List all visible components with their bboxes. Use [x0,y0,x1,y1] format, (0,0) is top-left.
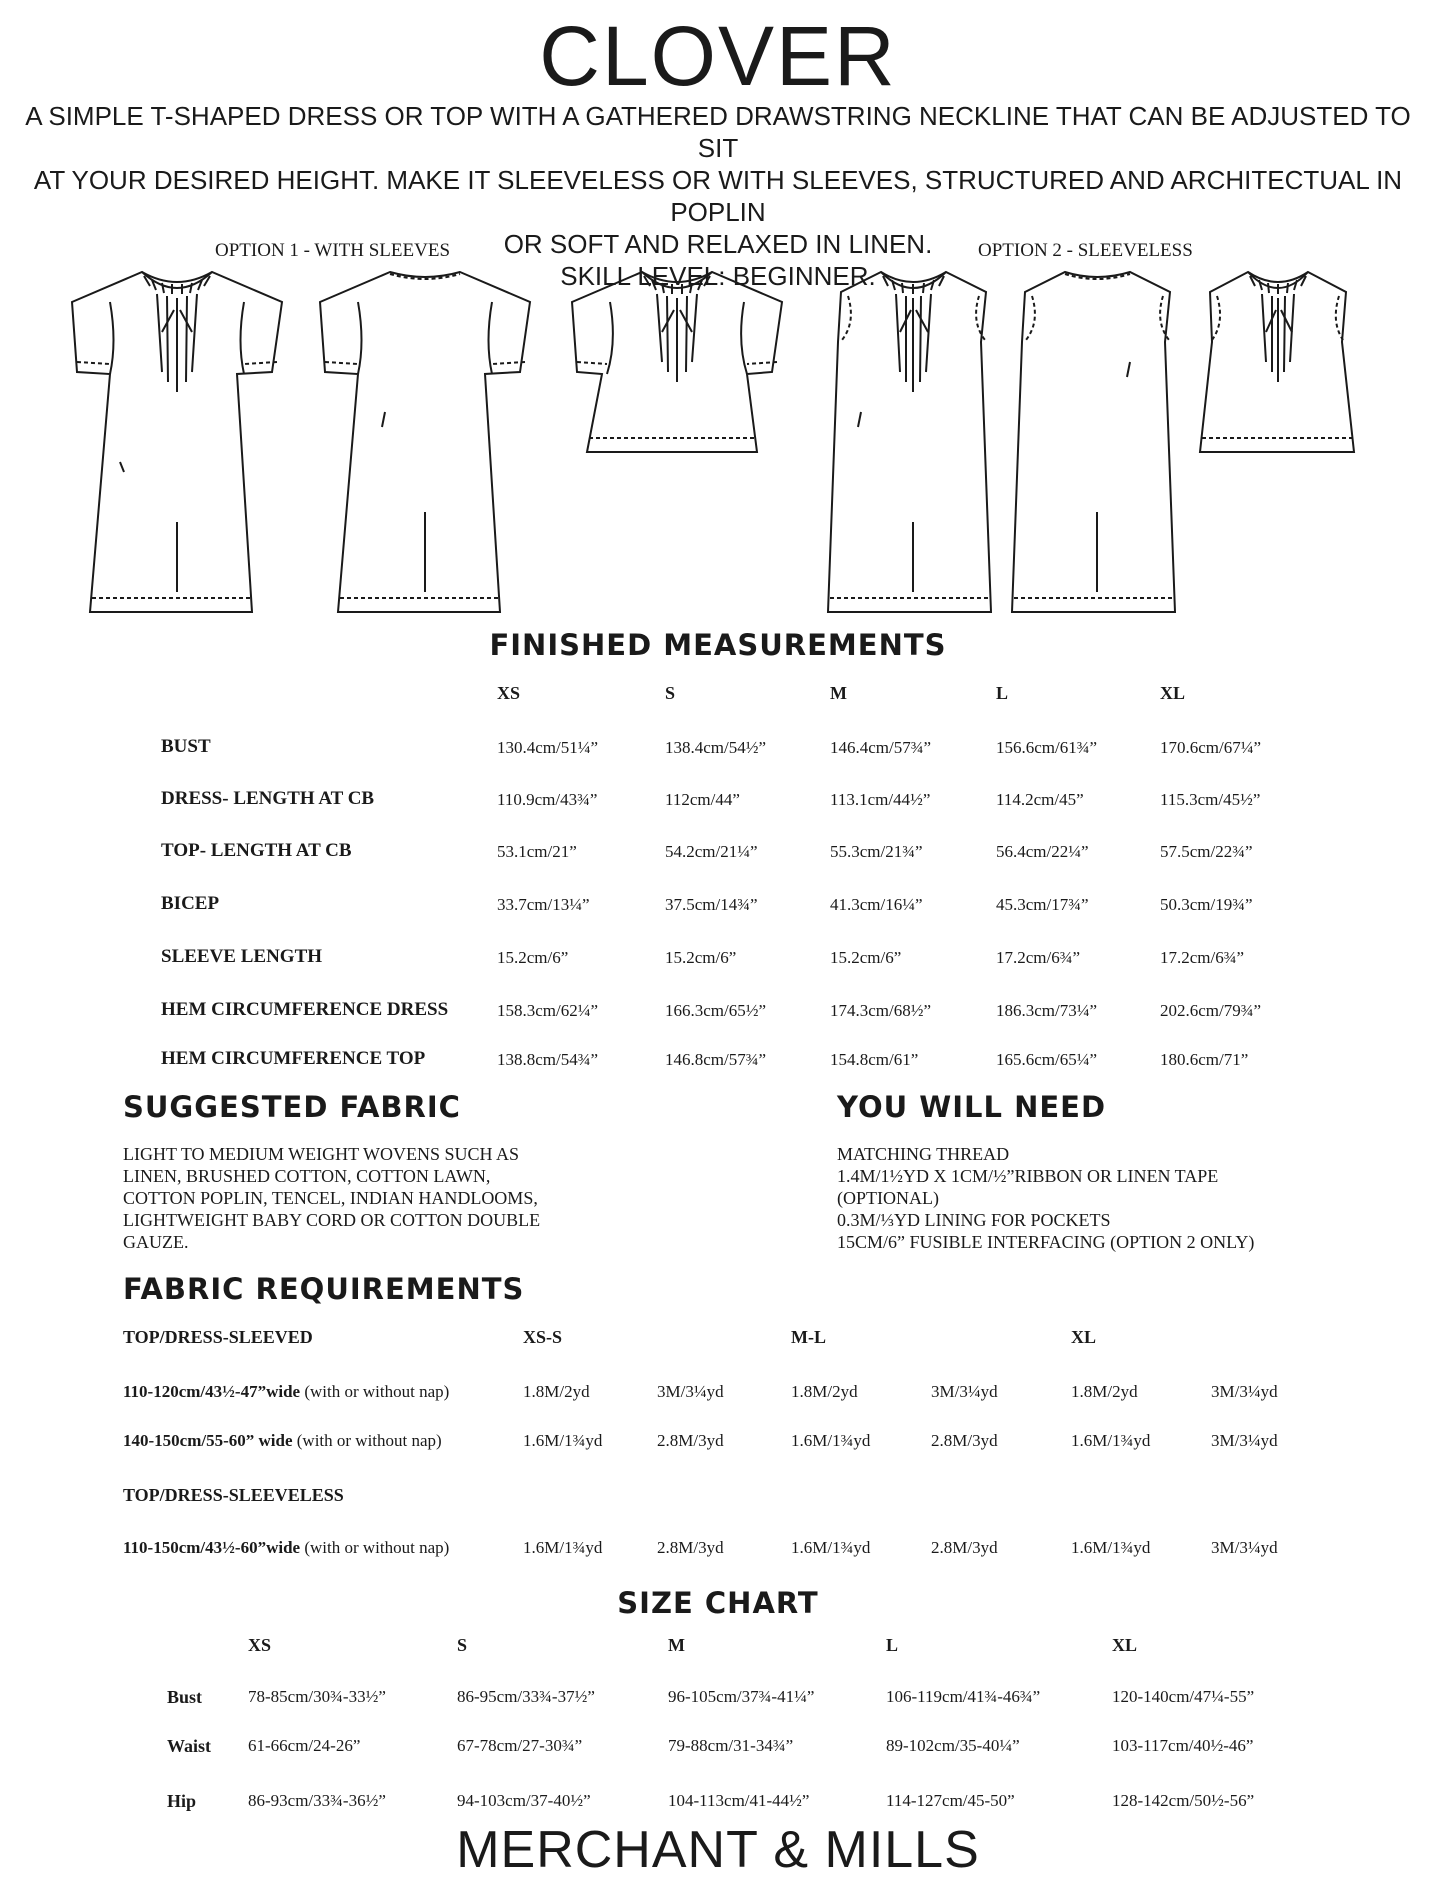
measurement-value: 15.2cm/6” [497,948,569,967]
measurement-value: 138.8cm/54¾” [497,1050,599,1069]
measurement-value: 166.3cm/65½” [665,1001,767,1020]
measurement-value: 45.3cm/17¾” [996,895,1089,914]
measurement-value: 37.5cm/14¾” [665,895,758,914]
measurement-label: HEM CIRCUMFERENCE DRESS [161,999,449,1020]
need-line: 1.4M/1½YD X 1CM/½”RIBBON OR LINEN TAPE [837,1166,1219,1186]
body-measurement-value: 86-95cm/33¾-37½” [457,1687,595,1706]
body-measurement-value: 106-119cm/41¾-46¾” [886,1687,1041,1706]
body-measurement-label: Waist [167,1736,212,1756]
size-column-header: XS [497,683,521,703]
measurement-value: 17.2cm/6¾” [996,948,1081,967]
measurement-value: 112cm/44” [665,790,740,809]
sleeveless-section-label: TOP/DRESS-SLEEVELESS [123,1485,344,1505]
yardage-value: 3M/3¼yd [657,1382,724,1401]
measurement-value: 15.2cm/6” [830,948,902,967]
measurement-value: 130.4cm/51¼” [497,738,599,757]
measurement-value: 17.2cm/6¾” [1160,948,1245,967]
yardage-value: 2.8M/3yd [657,1538,724,1557]
skill-level: SKILL LEVEL: BEGINNER. [560,261,876,291]
yardage-value: 1.6M/1¾yd [523,1538,603,1557]
body-measurement-value: 103-117cm/40½-46” [1112,1736,1254,1755]
need-line: 15CM/6” FUSIBLE INTERFACING (OPTION 2 ONLY) [837,1232,1255,1252]
body-measurement-value: 61-66cm/24-26” [248,1736,361,1755]
measurement-value: 138.4cm/54½” [665,738,767,757]
measurement-label: HEM CIRCUMFERENCE TOP [161,1048,426,1069]
need-line: (OPTIONAL) [837,1188,939,1208]
measurement-value: 146.4cm/57¾” [830,738,932,757]
suggested-fabric-heading: SUGGESTED FABRIC [123,1090,461,1124]
body-measurement-value: 128-142cm/50½-56” [1112,1791,1255,1810]
fabric-width-row-label: 140-150cm/55-60” wide (with or without nap) [123,1431,442,1450]
suggested-fabric-text [123,1143,540,1253]
yardage-value: 1.8M/2yd [1071,1382,1138,1401]
measurement-value: 114.2cm/45” [996,790,1084,809]
dress-sleeveless-back-illustration [1000,262,1195,614]
dress-sleeveless-front-illustration [816,262,1011,614]
measurement-label: BICEP [161,893,220,914]
pattern-title: CLOVER [539,9,897,103]
size-group-header: XL [1071,1327,1097,1347]
measurement-value: 186.3cm/73¼” [996,1001,1098,1020]
body-measurement-value: 79-88cm/31-34¾” [668,1736,794,1755]
fabric-requirements-heading: FABRIC REQUIREMENTS [123,1272,525,1306]
intro-line: OR SOFT AND RELAXED IN LINEN. [503,229,933,259]
measurement-value: 57.5cm/22¾” [1160,842,1253,861]
yardage-value: 2.8M/3yd [931,1431,998,1450]
measurement-value: 54.2cm/21¼” [665,842,758,861]
fabric-line: COTTON POPLIN, TENCEL, INDIAN HANDLOOMS, [123,1188,538,1208]
measurement-value: 156.6cm/61¾” [996,738,1098,757]
intro-line: AT YOUR DESIRED HEIGHT. MAKE IT SLEEVELESS OR WITH SLEEVES, STRUCTURED AND ARCHITECTUAL IN POPLIN [33,165,1403,227]
body-measurement-label: Hip [167,1791,197,1811]
measurement-value: 53.1cm/21” [497,842,577,861]
measurement-value: 174.3cm/68½” [830,1001,932,1020]
measurement-value: 56.4cm/22¼” [996,842,1089,861]
you-will-need-list [837,1143,1254,1253]
size-column-header: S [457,1635,468,1655]
measurement-value: 41.3cm/16¼” [830,895,923,914]
measurement-value: 165.6cm/65¼” [996,1050,1098,1069]
size-column-header: XL [1160,683,1186,703]
measurement-label: DRESS- LENGTH AT CB [161,788,375,809]
measurement-value: 158.3cm/62¼” [497,1001,599,1020]
finished-measurements-heading: FINISHED MEASUREMENTS [489,628,947,662]
top-sleeved-front-illustration [562,262,792,462]
fabric-line: LINEN, BRUSHED COTTON, COTTON LAWN, [123,1166,491,1186]
measurement-value: 15.2cm/6” [665,948,737,967]
measurement-value: 110.9cm/43¾” [497,790,598,809]
body-measurement-value: 104-113cm/41-44½” [668,1791,810,1810]
top-sleeveless-front-illustration [1190,262,1366,462]
measurement-label: SLEEVE LENGTH [161,946,323,967]
measurement-value: 146.8cm/57¾” [665,1050,767,1069]
body-measurement-value: 94-103cm/37-40½” [457,1791,591,1810]
need-line: MATCHING THREAD [837,1144,1010,1164]
fabric-width-row-label: 110-150cm/43½-60”wide (with or without nap) [123,1538,450,1557]
size-column-header: XL [1112,1635,1138,1655]
brand-logo-text: MERCHANT & MILLS [456,1821,980,1879]
sleeved-section-label: TOP/DRESS-SLEEVED [123,1327,313,1347]
measurement-value: 154.8cm/61” [830,1050,919,1069]
intro-line: A SIMPLE T-SHAPED DRESS OR TOP WITH A GATHERED DRAWSTRING NECKLINE THAT CAN BE ADJUSTED TO SIT [25,101,1411,163]
fabric-line: LIGHTWEIGHT BABY CORD OR COTTON DOUBLE [123,1210,541,1230]
measurement-value: 115.3cm/45½” [1160,790,1261,809]
yardage-value: 3M/3¼yd [1211,1382,1278,1401]
fabric-line: LIGHT TO MEDIUM WEIGHT WOVENS SUCH AS [123,1144,520,1164]
measurement-label: TOP- LENGTH AT CB [161,840,352,861]
size-column-header: S [665,683,676,703]
yardage-value: 2.8M/3yd [657,1431,724,1450]
yardage-value: 1.6M/1¾yd [791,1538,871,1557]
measurement-value: 55.3cm/21¾” [830,842,923,861]
measurement-value: 113.1cm/44½” [830,790,931,809]
measurement-value: 33.7cm/13¼” [497,895,590,914]
measurement-label: BUST [161,736,211,757]
option-2-label: OPTION 2 - SLEEVELESS [978,240,1193,261]
yardage-value: 1.8M/2yd [791,1382,858,1401]
measurement-value: 170.6cm/67¼” [1160,738,1262,757]
you-will-need-heading: YOU WILL NEED [837,1090,1107,1124]
measurement-value: 202.6cm/79¾” [1160,1001,1262,1020]
yardage-value: 1.6M/1¾yd [1071,1538,1151,1557]
option-1-label: OPTION 1 - WITH SLEEVES [215,240,451,261]
yardage-value: 1.6M/1¾yd [1071,1431,1151,1450]
measurement-value: 50.3cm/19¾” [1160,895,1253,914]
yardage-value: 1.6M/1¾yd [523,1431,603,1450]
body-measurement-value: 89-102cm/35-40¼” [886,1736,1020,1755]
size-column-header: M [830,683,847,703]
body-measurement-label: Bust [167,1687,203,1707]
yardage-value: 1.6M/1¾yd [791,1431,871,1450]
size-column-header: XS [248,1635,272,1655]
yardage-value: 3M/3¼yd [931,1382,998,1401]
size-group-header: M-L [791,1327,826,1347]
yardage-value: 1.8M/2yd [523,1382,590,1401]
body-measurement-value: 120-140cm/47¼-55” [1112,1687,1255,1706]
yardage-value: 3M/3¼yd [1211,1431,1278,1450]
size-group-header: XS-S [523,1327,563,1347]
dress-sleeved-back-illustration [310,262,540,614]
need-line: 0.3M/⅓YD LINING FOR POCKETS [837,1210,1111,1230]
fabric-width-row-label: 110-120cm/43½-47”wide (with or without nap) [123,1382,450,1401]
body-measurement-value: 96-105cm/37¾-41¼” [668,1687,815,1706]
size-column-header: L [996,683,1009,703]
yardage-value: 2.8M/3yd [931,1538,998,1557]
yardage-value: 3M/3¼yd [1211,1538,1278,1557]
size-chart-heading: SIZE CHART [617,1586,819,1620]
body-measurement-value: 67-78cm/27-30¾” [457,1736,583,1755]
size-column-header: L [886,1635,899,1655]
measurement-value: 180.6cm/71” [1160,1050,1249,1069]
body-measurement-value: 86-93cm/33¾-36½” [248,1791,386,1810]
size-column-header: M [668,1635,685,1655]
body-measurement-value: 78-85cm/30¾-33½” [248,1687,386,1706]
dress-sleeved-front-illustration [62,262,292,614]
fabric-line: GAUZE. [123,1232,189,1252]
body-measurement-value: 114-127cm/45-50” [886,1791,1015,1810]
